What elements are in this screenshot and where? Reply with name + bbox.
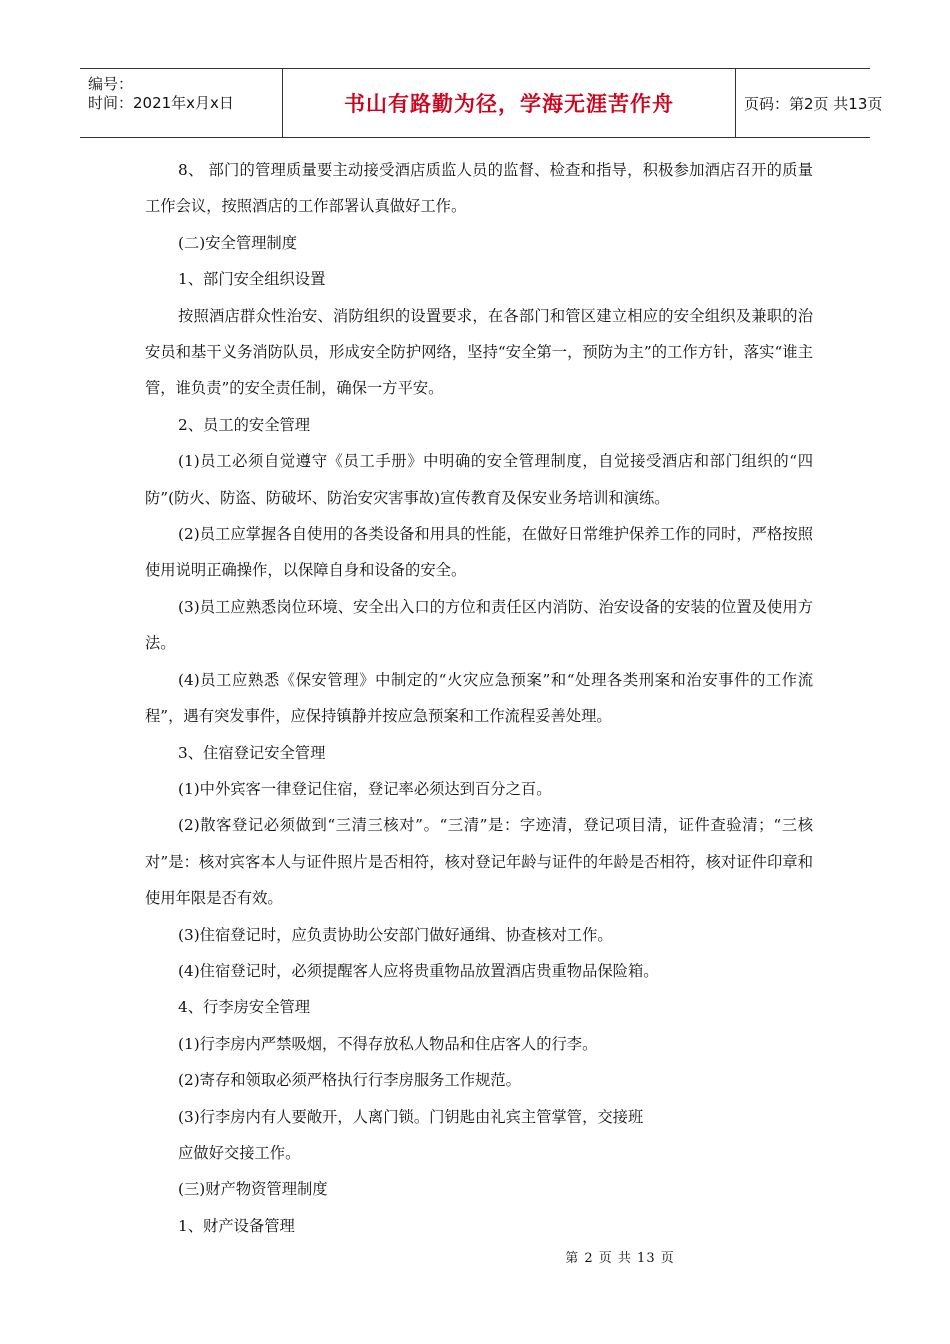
page-footer (0, 1247, 950, 1266)
section-heading: (三)财产物资管理制度 (178, 1180, 328, 1199)
document-date-label: 时间：2021年x月x日 (88, 94, 234, 112)
body-paragraph: (2)员工应掌握各自使用的各类设备和用具的性能，在做好日常维护保养工作的同时，严格按照使用说明正确操作，以保障自身和设备的安全。 (145, 525, 813, 580)
header-page-label: 页码：第2页 共13页 (744, 94, 883, 113)
body-paragraph: (1)员工必须自觉遵守《员工手册》中明确的安全管理制度，自觉接受酒店和部门组织的“四防”(防火、防盗、防破坏、防治安灾害事故)宣传教育及保安业务培训和演练。 (145, 452, 813, 507)
body-paragraph: (1)行李房内严禁吸烟，不得存放私人物品和住店客人的行李。 (178, 1034, 598, 1053)
header-meta (80, 69, 282, 137)
body-paragraph: (1)中外宾客一律登记住宿，登记率必须达到百分之百。 (178, 779, 552, 798)
section-heading: (二)安全管理制度 (178, 233, 298, 252)
body-paragraph: (3)行李房内有人要敞开，人离门锁。门钥匙由礼宾主管掌管，交接班 (178, 1107, 644, 1126)
header-motto: 书山有路勤为径，学海无涯苦作舟 (344, 92, 674, 116)
body-paragraph: (4)员工应熟悉《保安管理》中制定的“火灾应急预案”和“处理各类刑案和治安事件的工作流程”，遇有突发事件，应保持镇静并按应急预案和工作流程妥善处理。 (145, 670, 813, 726)
subsection-heading: 1、财产设备管理 (178, 1216, 295, 1235)
body-paragraph: 按照酒店群众性治安、消防组织的设置要求，在各部门和管区建立相应的安全组织及兼职的治安员和基干义务消防队员，形成安全防护网络，坚持“安全第一，预防为主”的工作方针，落实“谁主管，谁负责”的安全责任制，确保一方平安。 (145, 306, 813, 398)
page-header (80, 68, 883, 138)
document-body (145, 152, 813, 1244)
header-page-cell (734, 69, 883, 137)
subsection-heading: 1、部门安全组织设置 (178, 270, 326, 289)
document-number-label: 编号： (88, 75, 134, 93)
body-paragraph: (2)寄存和领取必须严格执行行李房服务工作规范。 (178, 1071, 521, 1090)
footer-page-number: 第 2 页 共 13 页 (565, 1251, 675, 1266)
subsection-heading: 2、员工的安全管理 (178, 415, 311, 434)
subsection-heading: 3、住宿登记安全管理 (178, 743, 326, 762)
body-paragraph: (3)住宿登记时，应负责协助公安部门做好通缉、协查核对工作。 (178, 925, 613, 944)
body-paragraph: (3)员工应熟悉岗位环境、安全出入口的方位和责任区内消防、治安设备的安装的位置及使用方法。 (145, 597, 813, 653)
body-paragraph: (2)散客登记必须做到“三清三核对”。“三清”是：字迹清，登记项目清，证件查验清；“三核对”是：核对宾客本人与证件照片是否相符，核对登记年龄与证件的年龄是否相符，核对证件印章和使用年限是否有效。 (145, 816, 813, 908)
body-paragraph: (4)住宿登记时，必须提醒客人应将贵重物品放置酒店贵重物品保险箱。 (178, 961, 659, 980)
body-paragraph: 8、 部门的管理质量要主动接受酒店质监人员的监督、检查和指导，积极参加酒店召开的质量工作会议，按照酒店的工作部署认真做好工作。 (145, 161, 813, 216)
header-motto-cell (282, 69, 736, 137)
subsection-heading: 4、行李房安全管理 (178, 998, 311, 1017)
body-paragraph: 应做好交接工作。 (178, 1143, 301, 1162)
